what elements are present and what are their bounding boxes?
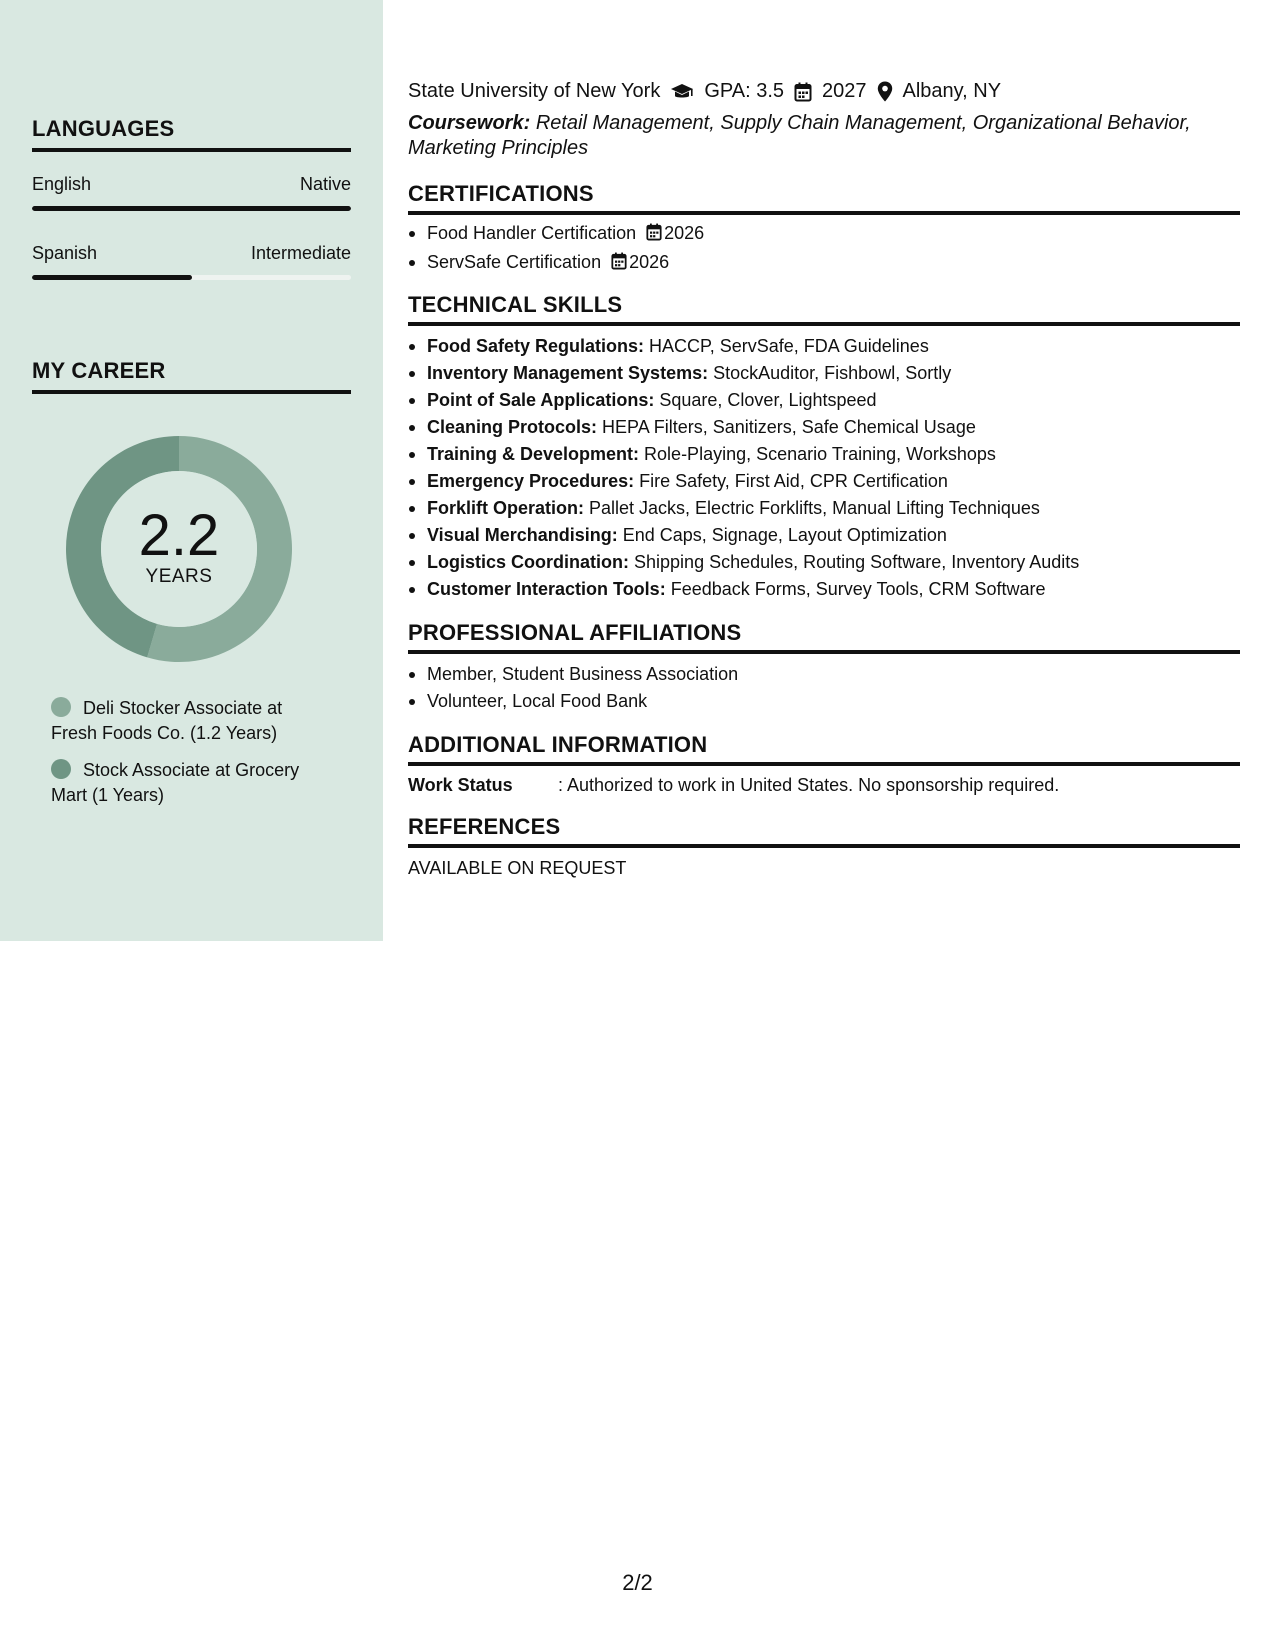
skill-label: Food Safety Regulations: — [427, 336, 645, 356]
career-heading: MY CAREER — [32, 358, 351, 394]
language-bar-spanish — [32, 275, 351, 280]
career-total-unit: YEARS — [145, 566, 213, 587]
language-level: Native — [299, 174, 351, 194]
work-status-value: : Authorized to work in United States. No sponsorship required. — [558, 775, 1060, 795]
list-item — [408, 468, 1240, 495]
location-pin-icon — [877, 81, 893, 102]
references-heading: REFERENCES — [408, 814, 1240, 848]
list-item — [408, 441, 1240, 468]
gpa: GPA: 3.5 — [704, 80, 785, 102]
skill-value: End Caps, Signage, Layout Optimization — [622, 525, 947, 545]
skill-value: Feedback Forms, Survey Tools, CRM Software — [670, 579, 1046, 599]
list-item — [408, 495, 1240, 522]
coursework — [408, 111, 1218, 161]
technical-skills-heading: TECHNICAL SKILLS — [408, 292, 1240, 326]
career-legend-item — [51, 696, 331, 746]
skill-label: Customer Interaction Tools: — [427, 579, 666, 599]
school-location: Albany, NY — [902, 80, 1002, 102]
career-legend-text: Deli Stocker Associate at Fresh Foods Co. (1.2 Years) — [51, 698, 283, 743]
list-item — [408, 249, 1240, 278]
language-row-english — [32, 174, 351, 195]
list-item — [408, 333, 1240, 360]
calendar-icon — [646, 222, 662, 249]
work-status-row — [408, 775, 1059, 796]
career-total-value: 2.2 — [138, 503, 220, 568]
skill-value: StockAuditor, Fishbowl, Sortly — [713, 363, 952, 383]
skill-label: Logistics Coordination: — [427, 552, 629, 572]
career-donut-chart — [66, 436, 292, 662]
coursework-list: Retail Management, Supply Chain Management, Organizational Behavior, Marketing Principles — [408, 112, 1191, 159]
skill-value: Fire Safety, First Aid, CPR Certification — [639, 471, 948, 491]
skill-label: Forklift Operation: — [427, 498, 584, 518]
additional-info-heading: ADDITIONAL INFORMATION — [408, 732, 1240, 766]
list-item: Volunteer, Local Food Bank — [408, 688, 1240, 715]
list-item — [408, 360, 1240, 387]
calendar-icon — [794, 82, 812, 102]
list-item — [408, 414, 1240, 441]
language-name: Spanish — [32, 243, 98, 263]
graduation-year: 2027 — [822, 80, 867, 102]
skill-value: HEPA Filters, Sanitizers, Safe Chemical Usage — [602, 417, 976, 437]
affiliations-heading: PROFESSIONAL AFFILIATIONS — [408, 620, 1240, 654]
skill-label: Point of Sale Applications: — [427, 390, 655, 410]
language-level: Intermediate — [250, 243, 351, 263]
certification-name: Food Handler Certification — [427, 223, 637, 243]
language-name: English — [32, 174, 92, 194]
skill-label: Inventory Management Systems: — [427, 363, 709, 383]
affiliations-list — [408, 661, 1240, 715]
school-name: State University of New York — [408, 80, 661, 102]
list-item — [408, 387, 1240, 414]
language-row-spanish — [32, 243, 351, 264]
certifications-heading: CERTIFICATIONS — [408, 181, 1240, 215]
legend-dot — [51, 697, 71, 717]
legend-dot — [51, 759, 71, 779]
list-item — [408, 522, 1240, 549]
coursework-label: Coursework: — [408, 112, 531, 134]
career-legend-text: Stock Associate at Grocery Mart (1 Years) — [51, 760, 300, 805]
page-number: 2/2 — [622, 1570, 653, 1595]
list-item — [408, 549, 1240, 576]
career-legend-item — [51, 758, 331, 808]
certification-name: ServSafe Certification — [427, 252, 602, 272]
calendar-icon — [611, 251, 627, 278]
references-text: AVAILABLE ON REQUEST — [408, 858, 627, 878]
skill-value: Role-Playing, Scenario Training, Workshops — [644, 444, 996, 464]
language-bar-fill — [32, 275, 192, 280]
skill-value: Pallet Jacks, Electric Forklifts, Manual Lifting Techniques — [589, 498, 1040, 518]
donut-center — [66, 436, 292, 662]
skill-label: Emergency Procedures: — [427, 471, 635, 491]
list-item — [408, 576, 1240, 603]
list-item — [408, 220, 1240, 249]
list-item: Member, Student Business Association — [408, 661, 1240, 688]
education-line — [408, 80, 1001, 103]
graduation-cap-icon — [670, 83, 694, 101]
languages-heading: LANGUAGES — [32, 116, 351, 152]
skill-value: Shipping Schedules, Routing Software, Inventory Audits — [634, 552, 1080, 572]
technical-skills-list — [408, 333, 1240, 603]
language-bar-english — [32, 206, 351, 211]
skill-label: Visual Merchandising: — [427, 525, 618, 545]
certification-year: 2026 — [629, 252, 670, 272]
sidebar — [0, 0, 383, 941]
skill-label: Cleaning Protocols: — [427, 417, 598, 437]
work-status-label: Work Status — [408, 775, 513, 795]
skill-value: HACCP, ServSafe, FDA Guidelines — [649, 336, 929, 356]
skill-label: Training & Development: — [427, 444, 640, 464]
certification-year: 2026 — [664, 223, 705, 243]
skill-value: Square, Clover, Lightspeed — [659, 390, 877, 410]
language-bar-fill — [32, 206, 351, 211]
certifications-list — [408, 220, 1240, 278]
